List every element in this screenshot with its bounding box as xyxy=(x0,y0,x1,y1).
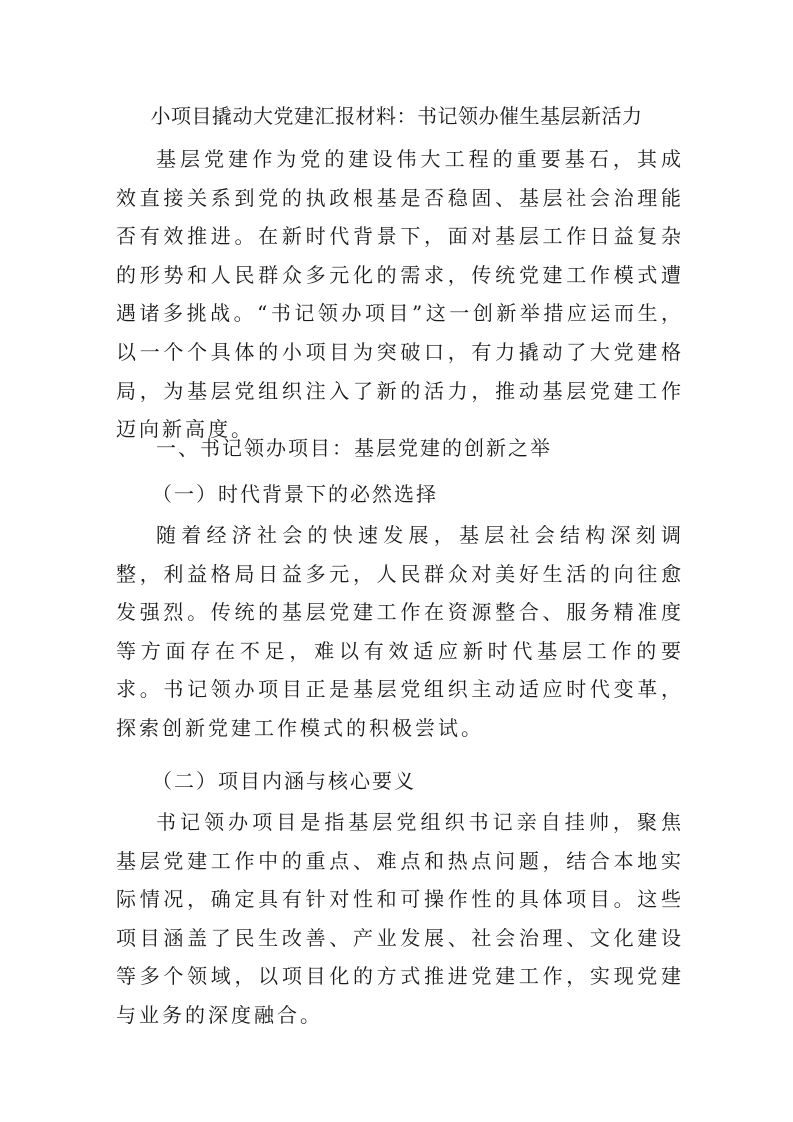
intro-paragraph: 基层党建作为党的建设伟大工程的重要基石，其成效直接关系到党的执政根基是否稳固、基层社会治理能否有效推进。在新时代背景下，面对基层工作日益复杂的形势和人民群众多元化的需求，传统党建工作模式遭遇诸多挑战。“书记领办项目”这一创新举措应运而生，以一个个具体的小项目为突破口，有力撬动了大党建格局，为基层党组织注入了新的活力，推动基层党建工作迈向新高度。 xyxy=(116,147,684,442)
subsection-1-heading: （一）时代背景下的必然选择 xyxy=(152,482,438,506)
document-title: 小项目撬动大党建汇报材料：书记领办催生基层新活力 xyxy=(150,104,643,128)
section-1-heading: 一、书记领办项目：基层党建的创新之举 xyxy=(156,436,552,460)
subsection-1-paragraph: 随着经济社会的快速发展，基层社会结构深刻调整，利益格局日益多元，人民群众对美好生活的向往愈发强烈。传统的基层党建工作在资源整合、服务精准度等方面存在不足，难以有效适应新时代基层工作的要求。书记领办项目正是基层党组织主动适应时代变革，探索创新党建工作模式的积极尝试。 xyxy=(116,523,684,740)
subsection-2-heading: （二）项目内涵与核心要义 xyxy=(152,769,416,793)
subsection-2-paragraph: 书记领办项目是指基层党组织书记亲自挂帅，聚焦基层党建工作中的重点、难点和热点问题，结合本地实际情况，确定具有针对性和可操作性的具体项目。这些项目涵盖了民生改善、产业发展、社会治理、文化建设等多个领域，以项目化的方式推进党建工作，实现党建与业务的深度融合。 xyxy=(116,810,684,1027)
